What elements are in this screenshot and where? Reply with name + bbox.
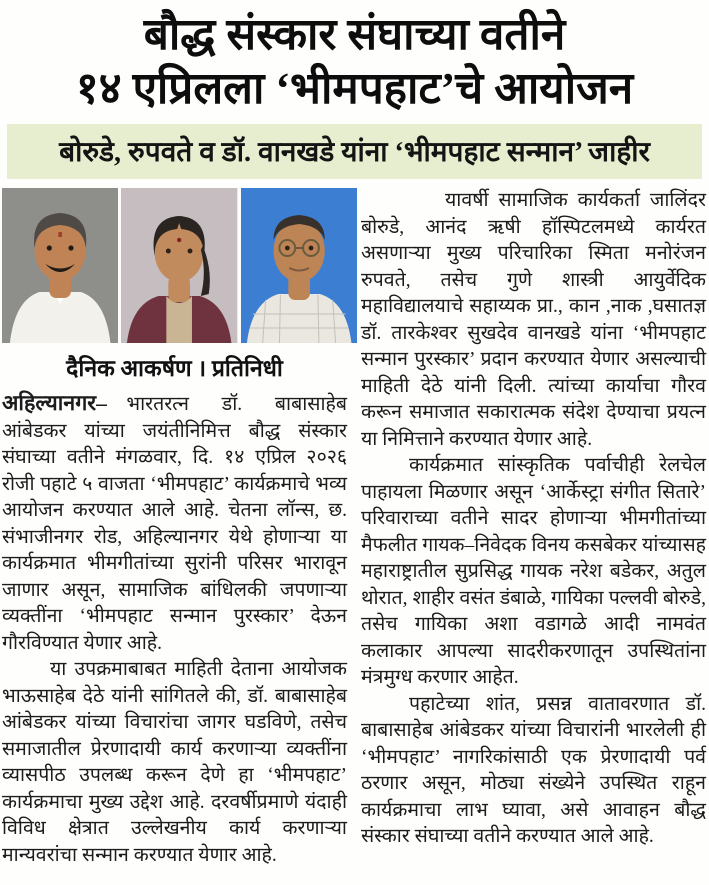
portrait-photo-man-glasses <box>241 188 357 343</box>
dateline: अहिल्यानगर– <box>2 391 107 416</box>
lead-paragraph <box>2 390 347 657</box>
right-column <box>361 188 706 869</box>
subheadline-banner <box>7 124 702 179</box>
left-paragraph-2: या उपक्रमाबाबत माहिती देताना आयोजक भाऊसाहेब देठे यांनी सांगितले की, डॉ. बाबासाहेब आंबेडकर यांच्या विचारांचा जागर घडविणे, तसेच समाजातील प्रेरणादायी कार्य करणाऱ्या व्यक्तींना व्यासपीठ उपलब्ध करून देणे हा ‘भीमपहाट’ कार्यक्रमाचा मुख्य उद्देश आहे. दरवर्षीप्रमाणे यंदाही विविध क्षेत्रात उल्लेखनीय कार्य करणाऱ्या मान्यवरांचा सन्मान करण्यात येणार आहे. <box>2 659 347 866</box>
left-column <box>2 188 347 869</box>
lead-paragraph-text: भारतरत्न डॉ. बाबासाहेब आंबेडकर यांच्या जयंतीनिमित्त बौद्ध संस्कार संघाच्या वतीने मंगळवार, दि. १४ एप्रिल २०२६ रोजी पहाटे ५ वाजता ‘भीमपहाट’ कार्यक्रमाचे भव्य आयोजन करण्यात आले आहे. चेतना लॉन्स, छ. संभाजीनगर रोड, अहिल्यानगर येथे होणाऱ्या या कार्यक्रमात भीमगीतांच्या सुरांनी परिसर भारावून जाणार असून, सामाजिक बांधिलकी जपणाऱ्या व्यक्तींना ‘भीमपहाट सन्मान पुरस्कार’ देऊन गौरविण्यात येणार आहे. <box>2 394 347 654</box>
right-paragraph-1: यावर्षी सामाजिक कार्यकर्ता जालिंदर बोरुडे, आनंद ऋषी हॉस्पिटलमध्ये कार्यरत असणाऱ्या मुख्य परिचारिका स्मिता मनोरंजन रुपवते, तसेच गुणे शास्त्री आयुर्वेदिक महाविद्यालयाचे सहाय्यक प्रा., कान ,नाक ,घसातज्ञ डॉ. तारकेश्वर सुखदेव वानखडे यांना ‘भीमपहाट सन्मान पुरस्कार’ प्रदान करण्यात येणार असल्याची माहिती देठे यांनी दिली. त्यांच्या कार्याचा गौरव करून समाजात सकारात्मक संदेश देण्याचा प्रयत्न या निमित्ताने करण्यात येणार आहे. <box>361 190 706 450</box>
right-paragraph-3: पहाटेच्या शांत, प्रसन्न वातावरणात डॉ. बाबासाहेब आंबेडकर यांच्या विचारांनी भारलेली ही ‘भीमपहाट’ नागरिकांसाठी एक प्रेरणादायी पर्व ठरणार असून, मोठ्या संख्येने उपस्थित राहून कार्यक्रमाचा लाभ घ्यावा, असे आवाहन बौद्ध संस्कार संघाच्या वतीने करण्यात आले आहे. <box>361 693 706 848</box>
headline <box>0 0 709 115</box>
right-paragraph-2: कार्यक्रमात सांस्कृतिक पर्वाचीही रेलचेल पाहायला मिळणार असून ‘आर्केस्ट्रा संगीत सितारे’ परिवाराच्या वतीने सादर होणाऱ्या भीमगीतांच्या मैफलीत गायक–निवेदक विनय कसबेकर यांच्यासह महाराष्ट्रातील सुप्रसिद्ध गायक नरेश बडेकर, अतुल थोरात, शाहीर वसंत डंबाळे, गायिका पल्लवी बोरुडे, तसेच गायिका अशा वडागळे आदी नामवंत कलाकार आपल्या सादरीकरणातून उपस्थितांना मंत्रमुग्ध करणार आहेत. <box>361 455 706 689</box>
portrait-photo-man-mustache <box>2 188 118 343</box>
headline-line-1: बौद्ध संस्कार संघाच्या वतीने <box>143 10 566 59</box>
subheadline-text: बोरुडे, रुपवते व डॉ. वानखडे यांना ‘भीमपहाट सन्मान’ जाहीर <box>59 137 650 169</box>
photo-caption: दैनिक आकर्षण । प्रतिनिधी <box>66 356 283 382</box>
article-body <box>0 179 709 869</box>
photo-strip <box>2 188 357 343</box>
portrait-photo-woman-bindi <box>121 188 237 343</box>
headline-line-2: १४ एप्रिलला ‘भीमपहाट’चे आयोजन <box>75 63 634 113</box>
